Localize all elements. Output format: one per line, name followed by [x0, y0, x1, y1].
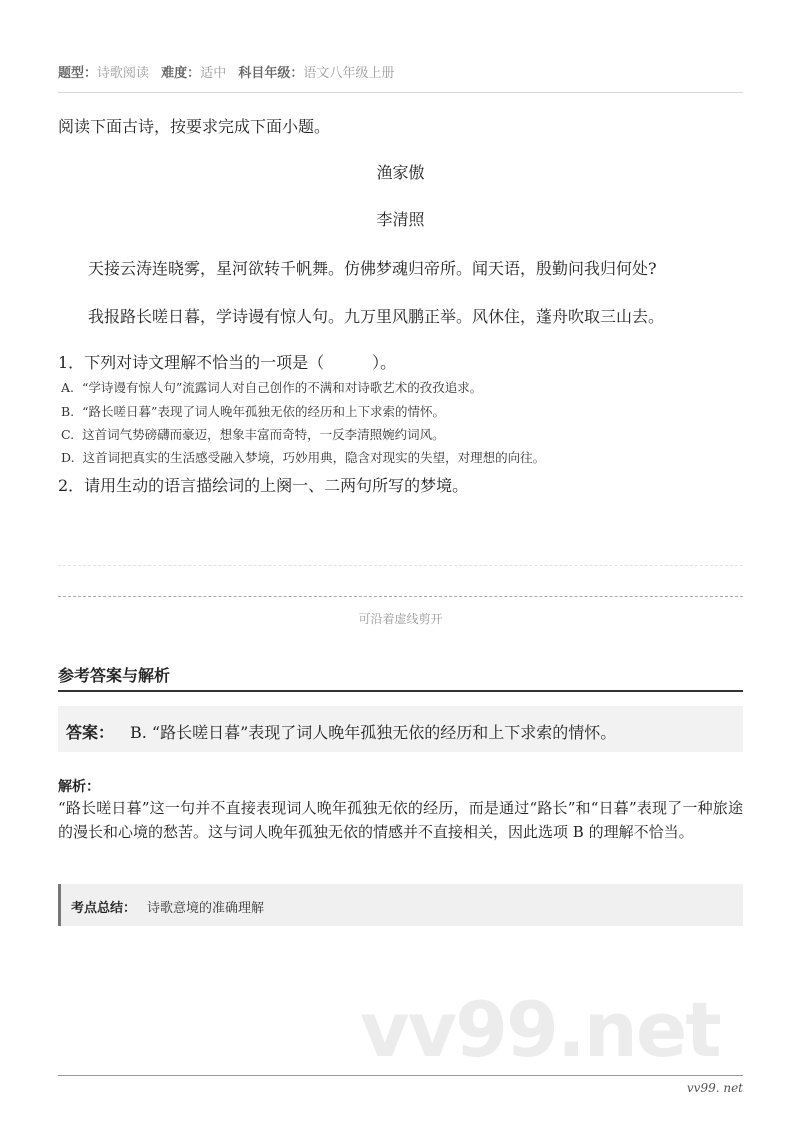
summary-label: 考点总结： — [71, 901, 137, 916]
poem-title: 渔家傲 — [376, 163, 425, 182]
option-label: D. — [61, 450, 75, 465]
question-2: 2．请用生动的语言描绘词的上阕一、二两句所写的梦境。 — [58, 476, 469, 495]
question-1: 1．下列对诗文理解不恰当的一项是（ ）。 — [58, 353, 397, 372]
option-a — [61, 378, 482, 396]
answer-text: B. “路长嗟日暮”表现了词人晚年孤独无依的经历和上下求索的情怀。 — [130, 723, 617, 742]
option-text: 这首词气势磅礴而豪迈，想象丰富而奇特，一反李清照婉约词风。 — [82, 427, 445, 442]
option-d — [61, 448, 545, 466]
option-text: “学诗谩有惊人句”流露词人对自己创作的不满和对诗歌艺术的孜孜追求。 — [82, 380, 483, 395]
answer-box — [58, 706, 743, 752]
option-text: “路长嗟日暮”表现了词人晚年孤独无依的经历和上下求索的情怀。 — [82, 404, 445, 419]
analysis-label: 解析： — [58, 779, 100, 795]
cut-note: 可沿着虚线剪开 — [358, 612, 443, 626]
question-meta — [58, 62, 402, 81]
cut-line-divider — [58, 596, 743, 597]
option-label: A. — [61, 380, 75, 395]
meta-difficulty-label: 难度： — [161, 66, 201, 81]
option-label: B. — [61, 404, 75, 419]
document-page — [58, 0, 743, 1131]
poem-author: 李清照 — [376, 210, 425, 229]
header-divider — [58, 92, 743, 93]
option-text: 这首词把真实的生活感受融入梦境，巧妙用典，隐含对现实的失望，对理想的向往。 — [82, 450, 546, 465]
meta-difficulty-value: 适中 — [200, 66, 227, 81]
option-c — [61, 425, 445, 443]
option-label: C. — [61, 427, 75, 442]
poem-line: 天接云涛连晓雾，星河欲转千帆舞。仿佛梦魂归帝所。闻天语，殷勤问我归何处? — [88, 259, 657, 278]
footer-divider — [58, 1075, 743, 1076]
answer-section-divider — [58, 690, 743, 692]
summary-text: 诗歌意境的准确理解 — [147, 901, 265, 916]
footer-site: vv99. net — [686, 1081, 743, 1095]
analysis-text: “路长嗟日暮”这一句并不直接表现词人晚年孤独无依的经历，而是通过“路长”和“日暮”表现了一种旅途的漫长和心境的愁苦。这与词人晚年孤独无依的情感并不直接相关，因此选项 B 的理解不恰当。 — [58, 799, 743, 841]
watermark: vv99.net — [360, 985, 720, 1074]
summary-box — [58, 884, 743, 926]
answer-section-heading: 参考答案与解析 — [58, 666, 171, 685]
question-intro: 阅读下面古诗，按要求完成下面小题。 — [58, 117, 331, 136]
answer-line-divider — [58, 565, 743, 566]
meta-grade-label: 科目年级： — [238, 66, 304, 81]
option-b — [61, 402, 445, 420]
answer-label: 答案： — [66, 723, 115, 742]
meta-grade-value: 语文八年级上册 — [303, 66, 395, 81]
poem-line: 我报路长嗟日暮，学诗谩有惊人句。九万里风鹏正举。风休住，蓬舟吹取三山去。 — [88, 307, 665, 326]
meta-type-value: 诗歌阅读 — [97, 66, 150, 81]
meta-type-label: 题型： — [58, 66, 98, 81]
